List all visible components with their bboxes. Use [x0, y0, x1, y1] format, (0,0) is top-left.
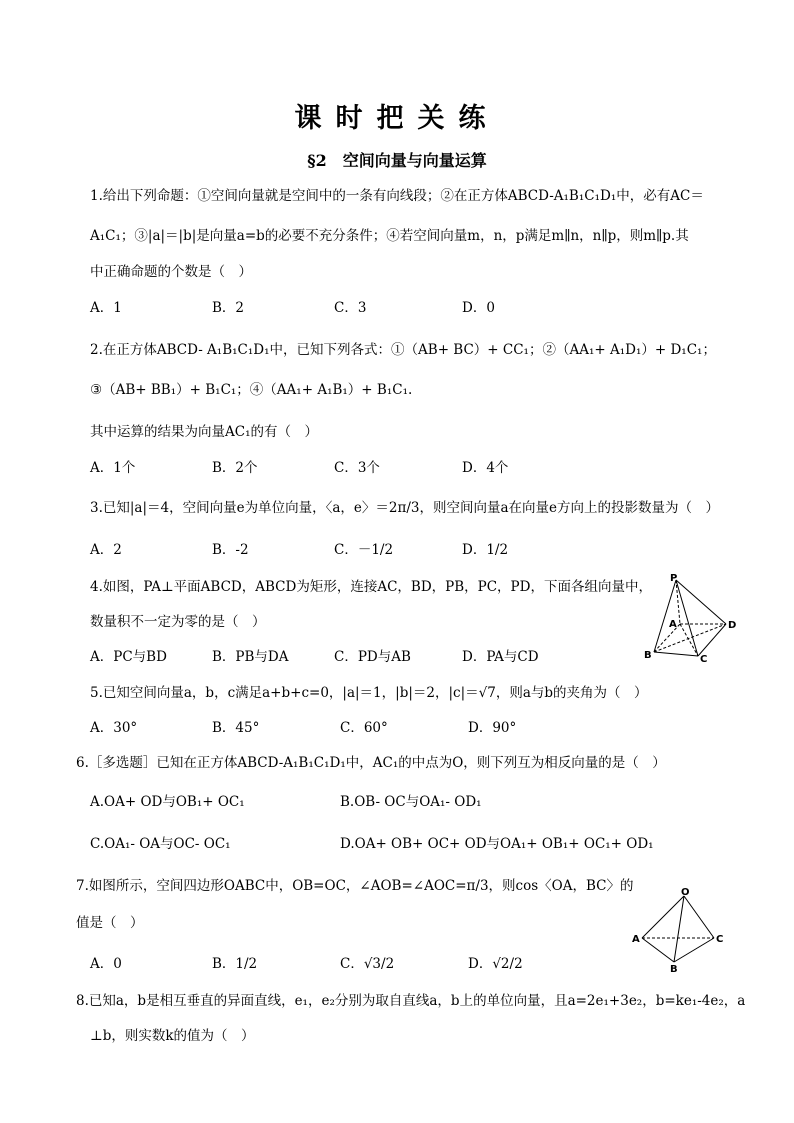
q8-line-2: ⊥b，则实数k的值为（ ） [90, 1028, 255, 1044]
q3-line-1: 3.已知|a|＝4，空间向量e为单位向量，〈a，e〉＝2π/3，则空间向量a在向量e方向上的投影数量为（ ） [90, 500, 720, 516]
q1-line-1: 1.给出下列命题：①空间向量就是空间中的一条有向线段；②在正方体ABCD-A₁B₁C₁D₁中，必有AC＝ [90, 188, 704, 204]
tetra-label-o: O [681, 887, 690, 898]
pyramid-label-a: A [669, 619, 677, 630]
q1-option-d: D．0 [462, 300, 495, 316]
pyramid-figure [640, 572, 742, 664]
q6-option-b: B.OB- OC与OA₁- OD₁ [340, 794, 482, 810]
q4-option-a: A．PC与BD [90, 649, 167, 665]
q3-option-b: B．-2 [212, 542, 249, 558]
q1-line-3: 中正确命题的个数是（ ） [90, 264, 252, 280]
pyramid-label-d: D [728, 620, 737, 631]
tetra-label-c: C [716, 934, 724, 945]
page-title: 课时把关练 [294, 103, 500, 134]
q1-option-c: C．3 [334, 300, 367, 316]
q3-option-c: C．－1/2 [334, 542, 394, 558]
q1-option-a: A．1 [90, 300, 122, 316]
q2-line-1: 2.在正方体ABCD- A₁B₁C₁D₁中，已知下列各式：①（AB+ BC）+ CC₁；②（AA₁+ A₁D₁）+ D₁C₁； [90, 342, 716, 358]
q3-option-a: A．2 [90, 542, 122, 558]
q6-option-a: A.OA+ OD与OB₁+ OC₁ [90, 794, 245, 810]
q3-option-d: D．1/2 [462, 542, 509, 558]
pyramid-label-c: C [700, 654, 708, 664]
q7-option-c: C．√3/2 [340, 956, 395, 972]
q5-line-1: 5.已知空间向量a，b，c满足a+b+c=0，|a|＝1，|b|＝2，|c|＝√7，则a与b的夹角为（ ） [90, 685, 648, 701]
q5-option-a: A．30° [90, 720, 138, 736]
q6-option-d: D.OA+ OB+ OC+ OD与OA₁+ OB₁+ OC₁+ OD₁ [340, 836, 654, 852]
q5-option-d: D．90° [468, 720, 517, 736]
q8-line-1: 8.已知a，b是相互垂直的异面直线，e₁，e₂分别为取自直线a，b上的单位向量，且a=2e₁+3e₂，b=ke₁-4e₂，a [76, 993, 746, 1009]
tetra-label-a: A [632, 934, 640, 945]
pyramid-label-b: B [644, 650, 652, 661]
page-subtitle: §2 空间向量与向量运算 [307, 151, 487, 170]
q4-line-2: 数量积不一定为零的是（ ） [90, 614, 266, 630]
q2-option-b: B．2个 [212, 460, 258, 476]
q5-option-b: B．45° [212, 720, 260, 736]
pyramid-label-p: P [670, 573, 678, 584]
q7-option-d: D．√2/2 [468, 956, 523, 972]
q4-option-b: B．PB与DA [212, 649, 289, 665]
q7-line-2: 值是（ ） [76, 915, 144, 931]
tetrahedron-figure [628, 886, 730, 972]
q2-option-c: C．3个 [334, 460, 380, 476]
q7-option-b: B．1/2 [212, 956, 258, 972]
q4-line-1: 4.如图，PA⊥平面ABCD，ABCD为矩形，连接AC，BD，PB，PC，PD，下面各组向量中， [90, 579, 652, 595]
q2-line-2: ③（AB+ BB₁）+ B₁C₁；④（AA₁+ A₁B₁）+ B₁C₁. [90, 382, 413, 398]
q2-line-3: 其中运算的结果为向量AC₁的有（ ） [90, 424, 318, 440]
q4-option-d: D．PA与CD [462, 649, 539, 665]
q2-option-d: D．4个 [462, 460, 509, 476]
q7-line-1: 7.如图所示，空间四边形OABC中，OB=OC，∠AOB=∠AOC=π/3，则cos〈OA，BC〉的 [76, 878, 634, 894]
q1-option-b: B．2 [212, 300, 245, 316]
tetra-label-b: B [670, 964, 678, 972]
q4-option-c: C．PD与AB [334, 649, 411, 665]
q1-line-2: A₁C₁；③|a|＝|b|是向量a=b的必要不充分条件；④若空间向量m，n，p满足m∥n，n∥p，则m∥p.其 [90, 228, 689, 244]
q6-option-c: C.OA₁- OA与OC- OC₁ [90, 836, 231, 852]
q7-option-a: A．0 [90, 956, 122, 972]
q2-option-a: A．1个 [90, 460, 136, 476]
q6-line-1: 6.［多选题］已知在正方体ABCD-A₁B₁C₁D₁中，AC₁的中点为O，则下列互为相反向量的是（ ） [76, 755, 666, 771]
q5-option-c: C．60° [340, 720, 388, 736]
